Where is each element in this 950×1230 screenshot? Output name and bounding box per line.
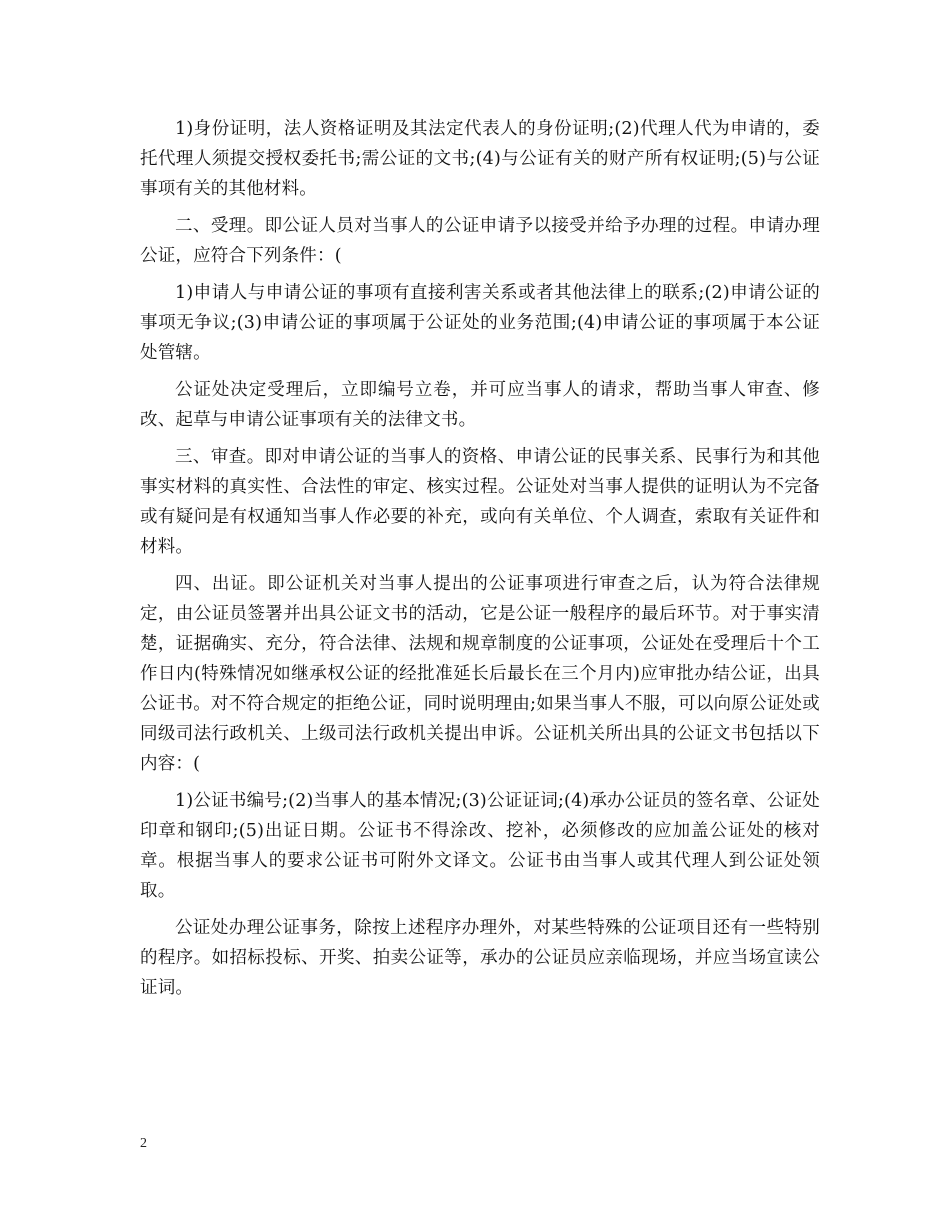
paragraph-certificate-contents: 1)公证书编号;(2)当事人的基本情况;(3)公证证词;(4)承办公证员的签名章、公证处印章和钢印;(5)出证日期。公证书不得涂改、挖补，必须修改的应加盖公证处的核对章。根据当事人的要求公证书可附外文译文。公证书由当事人或其代理人到公证处领取。 xyxy=(140,791,820,901)
paragraph-acceptance-conditions: 1)申请人与申请公证的事项有直接利害关系或者其他法律上的联系;(2)申请公证的事项无争议;(3)申请公证的事项属于公证处的业务范围;(4)申请公证的事项属于本公证处管辖。 xyxy=(140,283,820,363)
paragraph-special-procedures: 公证处办理公证事务，除按上述程序办理外，对某些特殊的公证项目还有一些特别的程序。如招标投标、开奖、拍卖公证等，承办的公证员应亲临现场，并应当场宣读公证词。 xyxy=(140,918,820,998)
paragraph-identity-materials: 1)身份证明，法人资格证明及其法定代表人的身份证明;(2)代理人代为申请的，委托代理人须提交授权委托书;需公证的文书;(4)与公证有关的财产所有权证明;(5)与公证事项有关的其他材料。 xyxy=(140,119,820,199)
page-number: 2 xyxy=(140,1136,147,1151)
paragraph-filing: 公证处决定受理后，立即编号立卷，并可应当事人的请求，帮助当事人审查、修改、起草与申请公证事项有关的法律文书。 xyxy=(140,380,820,430)
paragraph-review: 三、审查。即对申请公证的当事人的资格、申请公证的民事关系、民事行为和其他事实材料的真实性、合法性的审定、核实过程。公证处对当事人提供的证明认为不完备或有疑问是有权通知当事人作必要的补充，或向有关单位、个人调查，索取有关证件和材料。 xyxy=(140,447,820,557)
paragraph-issuance: 四、出证。即公证机关对当事人提出的公证事项进行审查之后，认为符合法律规定，由公证员签署并出具公证文书的活动，它是公证一般程序的最后环节。对于事实清楚，证据确实、充分，符合法律、法规和规章制度的公证事项，公证处在受理后十个工作日内(特殊情况如继承权公证的经批准延长后最长在三个月内)应审批办结公证，出具公证书。对不符合规定的拒绝公证，同时说明理由;如果当事人不服，可以向原公证处或同级司法行政机关、上级司法行政机关提出申诉。公证机关所出具的公证文书包括以下内容：( xyxy=(140,574,820,774)
document-body xyxy=(140,114,820,1010)
paragraph-acceptance: 二、受理。即公证人员对当事人的公证申请予以接受并给予办理的过程。申请办理公证，应符合下列条件：( xyxy=(140,216,820,266)
